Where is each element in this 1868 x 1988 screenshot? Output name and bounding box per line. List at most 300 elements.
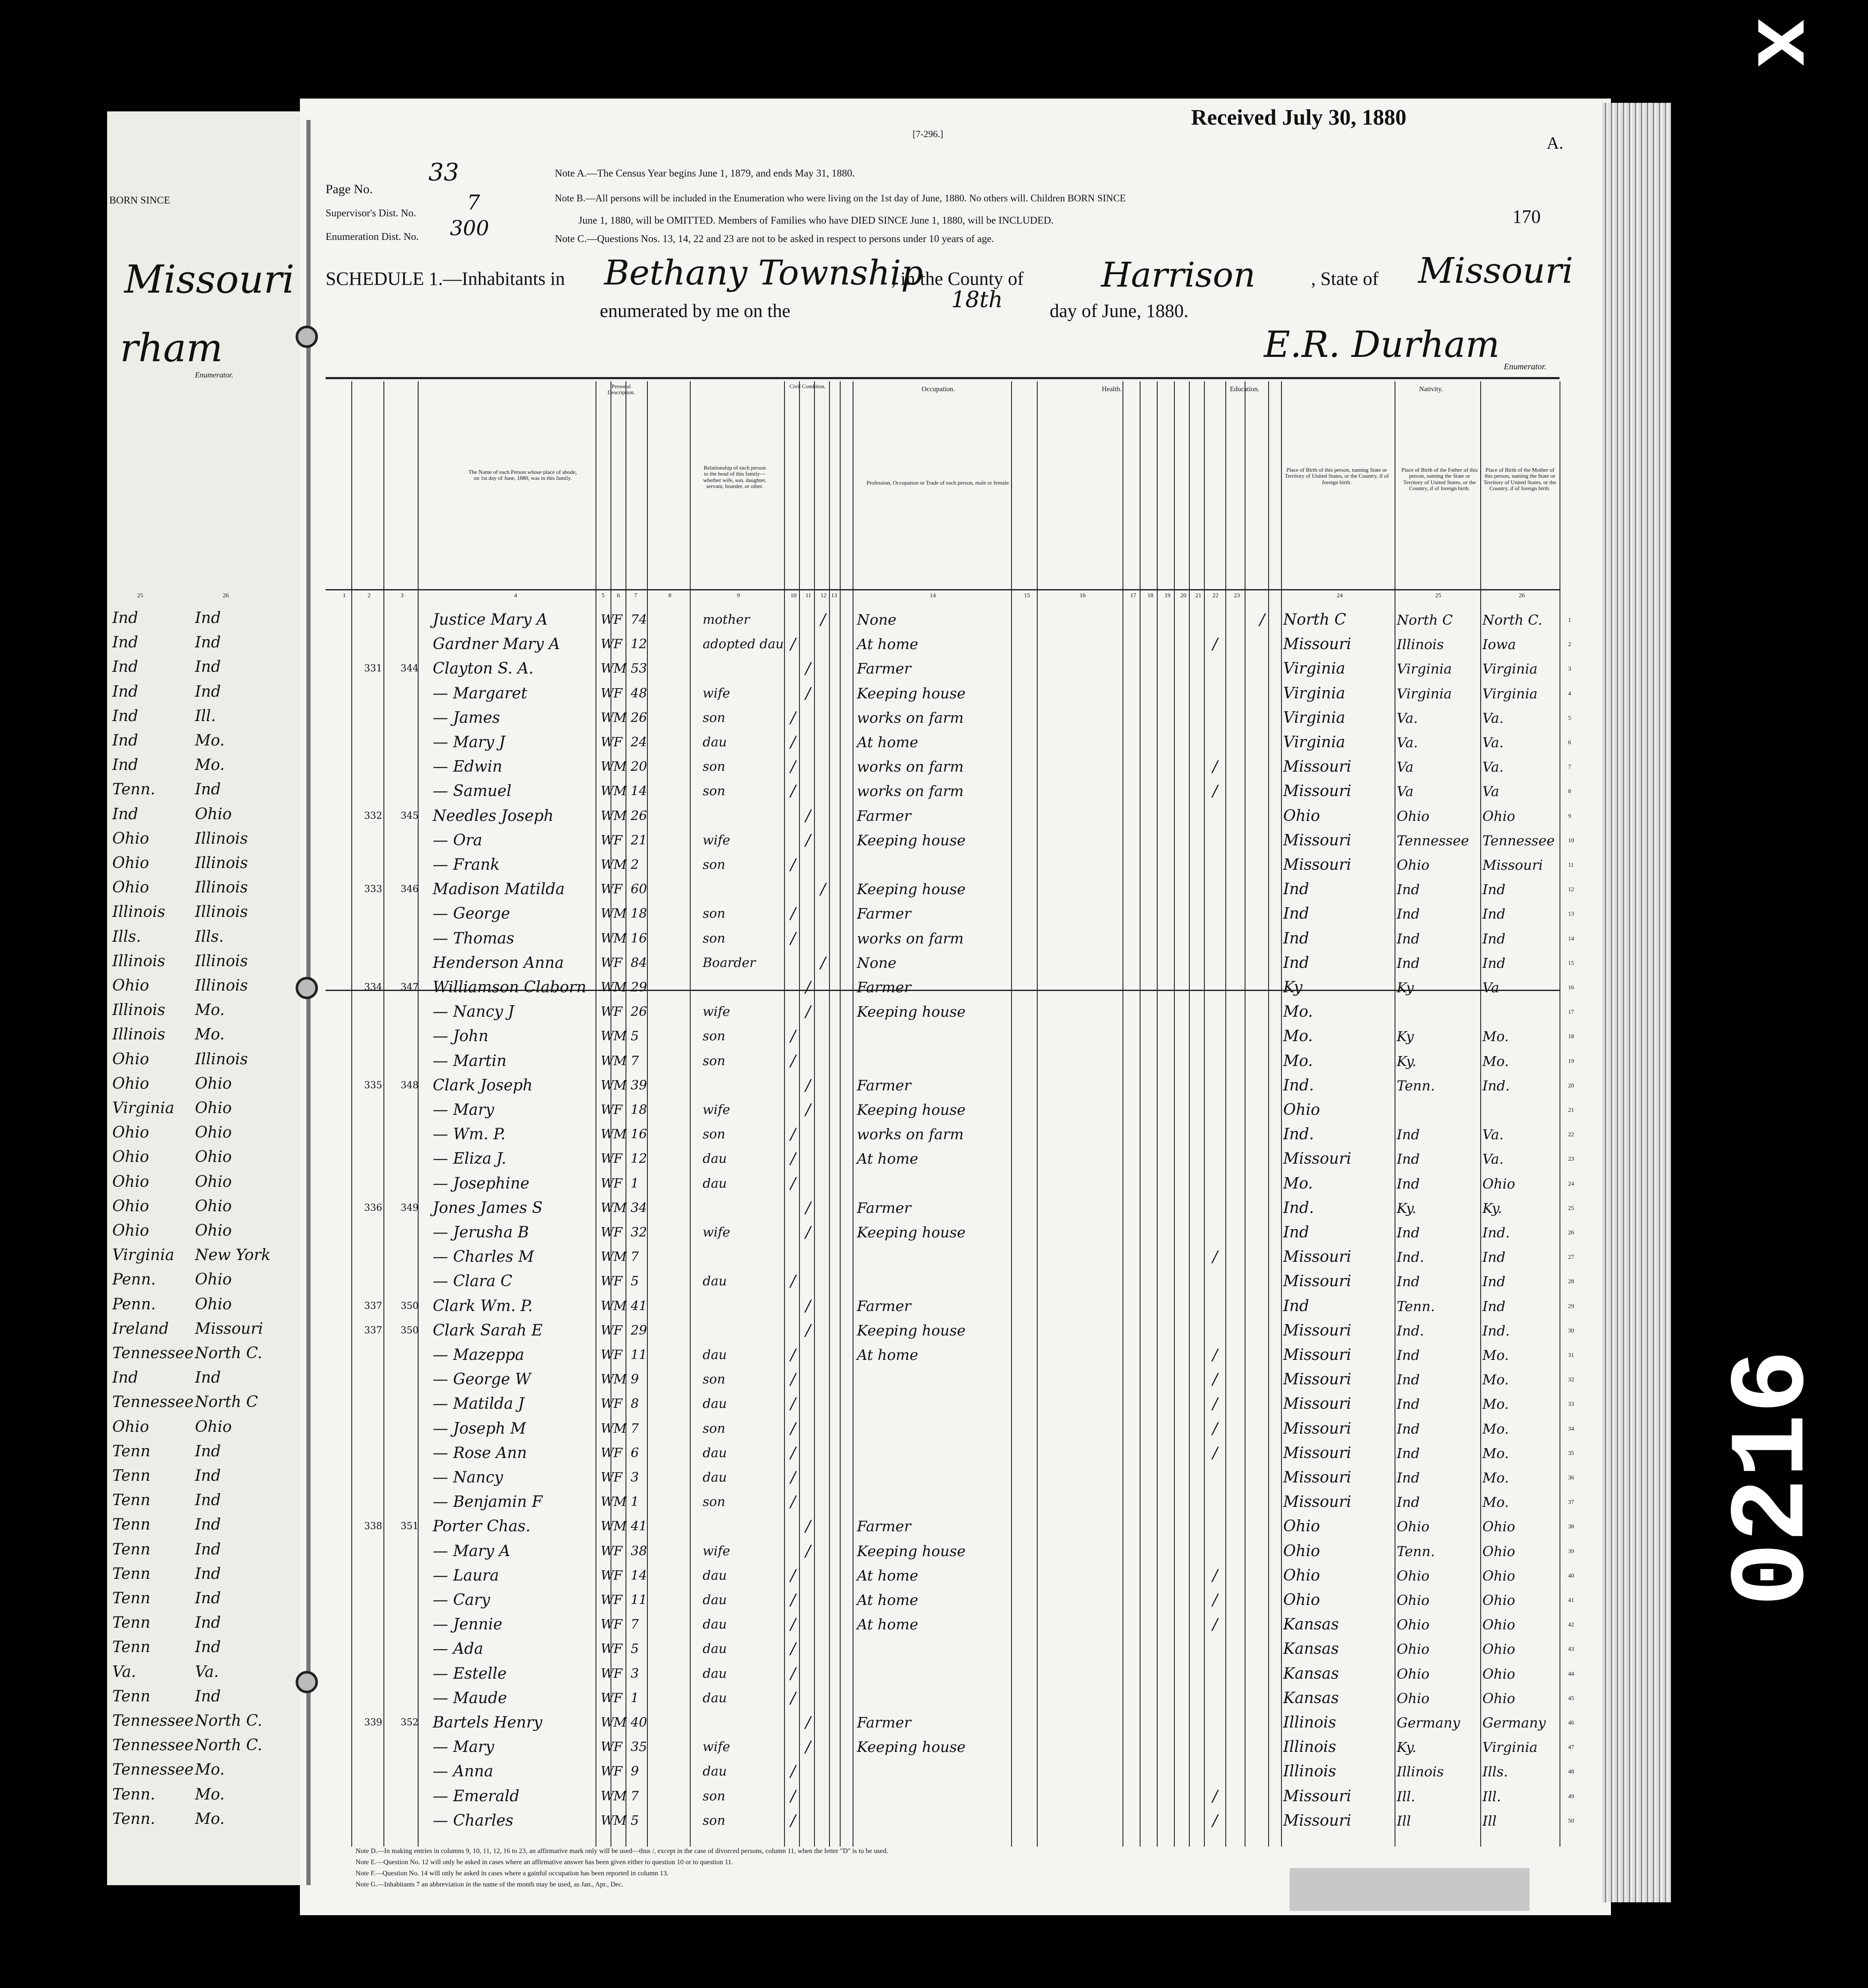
- cell-rel: dau: [703, 1593, 727, 1608]
- cell-rel: dau: [703, 1445, 727, 1461]
- cell-l26: Ind: [195, 1369, 221, 1387]
- supervisor-value: 7: [467, 191, 480, 215]
- cell-l25: Ohio: [112, 1418, 149, 1436]
- cell-rel: dau: [703, 1347, 727, 1362]
- cell-birth: Illinois: [1283, 1714, 1336, 1731]
- cell-name: — Martin: [433, 1052, 507, 1070]
- cell-sex: F: [614, 686, 623, 701]
- cell-father: Ind: [1397, 955, 1420, 971]
- cell-single: /: [790, 929, 796, 947]
- cell-occ: None: [857, 611, 897, 629]
- cell-mother: Mo.: [1482, 1420, 1509, 1437]
- cell-rel: wife: [703, 686, 730, 701]
- cell-sex: M: [614, 1519, 627, 1534]
- line-number: 25: [1568, 1205, 1574, 1212]
- cell-age: 8: [631, 1396, 639, 1412]
- cell-race: W: [601, 906, 614, 922]
- cell-father: Ind.: [1397, 1322, 1424, 1339]
- enum-dist-label: Enumeration Dist. No.: [326, 231, 419, 243]
- cell-father: Va.: [1397, 734, 1418, 751]
- cell-name: — Jennie: [433, 1616, 503, 1634]
- column-rule: [840, 381, 841, 1847]
- cell-l26: Ind: [195, 1467, 221, 1485]
- cell-rel: son: [703, 1372, 725, 1387]
- cell-age: 7: [631, 1788, 639, 1804]
- cell-name: Gardner Mary A: [433, 635, 560, 653]
- cell-single: /: [790, 1419, 796, 1437]
- cell-race: W: [601, 1421, 614, 1436]
- line-number: 36: [1568, 1475, 1574, 1481]
- column-rule: [1140, 381, 1141, 1847]
- page-edges: [1602, 103, 1671, 1902]
- cell-l26: Ind: [195, 658, 221, 676]
- cell-l25: Ind: [112, 1369, 138, 1387]
- cell-age: 16: [631, 1127, 647, 1142]
- cell-mother: Ind.: [1482, 1322, 1510, 1339]
- cell-l25: Ohio: [112, 879, 149, 897]
- line-number: 9: [1568, 813, 1571, 820]
- cell-married: /: [805, 1003, 811, 1021]
- column-number: 3: [401, 593, 404, 599]
- cell-l25: Tennessee: [112, 1344, 194, 1362]
- cell-mother: Ind.: [1482, 1077, 1510, 1094]
- cell-sex: F: [614, 1690, 623, 1706]
- cell-l26: Mo.: [195, 1810, 225, 1828]
- cell-occ: works on farm: [857, 783, 964, 800]
- binding-ring: [296, 326, 318, 348]
- cell-rel: dau: [703, 1470, 727, 1485]
- cell-name: — George W: [433, 1371, 531, 1389]
- cell-birth: Missouri: [1283, 1346, 1351, 1364]
- cell-married: /: [805, 1714, 811, 1731]
- cell-l25: Tenn: [112, 1516, 150, 1534]
- line-number: 26: [1568, 1230, 1574, 1236]
- cell-l26: Ind: [195, 781, 221, 799]
- cell-mother: Ill.: [1482, 1788, 1501, 1805]
- cell-age: 20: [631, 759, 647, 775]
- cell-father: North C: [1397, 612, 1453, 628]
- cell-l26: Ind: [195, 1442, 221, 1460]
- line-number: 38: [1568, 1524, 1574, 1530]
- cell-age: 14: [631, 1568, 647, 1583]
- line-number: 30: [1568, 1327, 1574, 1334]
- column-rule: [1189, 381, 1190, 1847]
- cell-l25: Ohio: [112, 1050, 149, 1068]
- cell-name: — Emerald: [433, 1787, 520, 1805]
- cell-father: Va: [1397, 783, 1414, 800]
- cell-l25: Ind: [112, 609, 138, 627]
- cell-birth: Ind: [1283, 1224, 1309, 1241]
- cell-school: /: [1212, 1591, 1218, 1609]
- cell-race: W: [601, 1813, 614, 1828]
- cell-l26: Ohio: [195, 1222, 232, 1240]
- cell-fam: 350: [401, 1325, 419, 1336]
- cell-l25: Ohio: [112, 1148, 149, 1166]
- cell-sex: M: [614, 710, 627, 725]
- cell-race: W: [601, 1593, 614, 1608]
- cell-occ: Farmer: [857, 905, 911, 923]
- cell-occ: works on farm: [857, 1126, 964, 1144]
- cell-father: Ohio: [1397, 1567, 1430, 1584]
- cell-birth: Virginia: [1283, 734, 1345, 751]
- cell-rel: dau: [703, 1666, 727, 1681]
- cell-mother: Ind: [1482, 1249, 1506, 1266]
- cell-race: W: [601, 637, 614, 652]
- cell-sex: F: [614, 1617, 623, 1632]
- note-a: Note A.—The Census Year begins June 1, 1879, and ends May 31, 1880.: [555, 168, 855, 179]
- cell-name: — Frank: [433, 856, 500, 874]
- cell-birth: Missouri: [1283, 831, 1351, 849]
- header-civil: Civil Condition.: [789, 383, 826, 389]
- column-number: 16: [1080, 593, 1086, 599]
- cell-dw: 331: [364, 663, 382, 674]
- line-number: 4: [1568, 690, 1571, 697]
- cell-l25: Penn.: [112, 1295, 156, 1313]
- column-number: 7: [634, 593, 637, 599]
- cell-sex: F: [614, 612, 623, 627]
- schedule-title: SCHEDULE 1.—Inhabitants in: [326, 268, 565, 289]
- cell-race: W: [601, 1053, 614, 1069]
- cell-father: Ohio: [1397, 857, 1430, 873]
- cell-l25: Ohio: [112, 1075, 149, 1093]
- cell-name: Madison Matilda: [433, 880, 565, 898]
- cell-l26: Ind: [195, 1540, 221, 1558]
- cell-age: 1: [631, 1494, 639, 1510]
- cell-occ: At home: [857, 636, 919, 653]
- column-number: 25: [1435, 593, 1441, 599]
- cell-fam: 349: [401, 1202, 419, 1213]
- cell-l25: Tenn: [112, 1687, 150, 1705]
- cell-mother: Ohio: [1482, 1641, 1515, 1658]
- cell-school: /: [1212, 1811, 1218, 1829]
- cell-father: Ind: [1397, 1445, 1420, 1461]
- cell-race: W: [601, 735, 614, 750]
- county-label: , in the County of: [891, 268, 1024, 289]
- cell-rel: son: [703, 1788, 725, 1804]
- cell-l25: Tenn: [112, 1442, 150, 1460]
- cell-l26: Illinois: [195, 903, 248, 921]
- cell-occ: At home: [857, 1150, 919, 1168]
- cell-father: Tenn.: [1397, 1077, 1435, 1094]
- cell-school: /: [1212, 1371, 1218, 1389]
- column-number: 18: [1147, 593, 1153, 599]
- cell-l26: Illinois: [195, 854, 248, 872]
- cell-l26: Illinois: [195, 952, 248, 970]
- cell-mother: Mo.: [1482, 1494, 1509, 1511]
- cell-birth: Kansas: [1283, 1640, 1339, 1658]
- cell-mother: Mo.: [1482, 1371, 1509, 1388]
- cell-name: — Mary: [433, 1738, 494, 1756]
- cell-rel: wife: [703, 1543, 730, 1559]
- cell-birth: Missouri: [1283, 1371, 1351, 1389]
- cell-school: /: [1212, 1616, 1218, 1634]
- line-number: 24: [1568, 1180, 1574, 1187]
- left-enumerator-label: Enumerator.: [195, 371, 234, 379]
- cell-age: 34: [631, 1200, 647, 1216]
- cell-l25: Tennessee: [112, 1393, 194, 1411]
- cell-married: /: [805, 1076, 811, 1094]
- cell-age: 12: [631, 637, 647, 652]
- cell-l26: Illinois: [195, 829, 248, 847]
- column-rule: [1204, 381, 1205, 1847]
- cell-fam: 351: [401, 1521, 419, 1532]
- cell-sex: F: [614, 1568, 623, 1583]
- cell-married: /: [805, 1518, 811, 1536]
- line-number: 12: [1568, 886, 1574, 893]
- cell-mother: Ind.: [1482, 1225, 1510, 1241]
- day: 18th: [951, 287, 1003, 313]
- cell-rel: son: [703, 1813, 725, 1828]
- cell-l25: Ind: [112, 707, 138, 725]
- cell-fam: 348: [401, 1080, 419, 1091]
- cell-sex: F: [614, 735, 623, 750]
- cell-mother: Germany: [1482, 1715, 1546, 1731]
- footer-note-g: Note G.—Inhabitants 7 an abbreviation in the name of the month may be used, as Jan., Apr., Dec.: [356, 1881, 623, 1888]
- cell-birth: Kansas: [1283, 1665, 1339, 1683]
- cell-race: W: [601, 1249, 614, 1265]
- cell-l26: North C.: [195, 1712, 263, 1730]
- cell-birth: Virginia: [1283, 660, 1345, 678]
- column-number: 4: [514, 593, 517, 599]
- cell-occ: Keeping house: [857, 685, 966, 702]
- line-number: 21: [1568, 1107, 1574, 1114]
- cell-father: Ind: [1397, 1273, 1420, 1290]
- cell-fam: 344: [401, 663, 419, 674]
- cell-age: 3: [631, 1470, 639, 1485]
- cell-l25: Ohio: [112, 1197, 149, 1215]
- column-number: 6: [617, 593, 620, 599]
- cell-birth: Kansas: [1283, 1616, 1339, 1634]
- cell-sex: M: [614, 1200, 627, 1216]
- cell-sex: F: [614, 1396, 623, 1412]
- cell-sex: F: [614, 955, 623, 970]
- cell-name: Clark Joseph: [433, 1076, 533, 1094]
- header-health: Health.: [1102, 386, 1122, 393]
- header-occupation: Occupation.: [922, 386, 955, 393]
- cell-age: 41: [631, 1298, 647, 1314]
- cell-birth: Mo.: [1283, 1027, 1313, 1045]
- cell-birth: Ohio: [1283, 1542, 1320, 1560]
- line-number: 5: [1568, 715, 1571, 722]
- cell-rel: adopted dau: [703, 637, 784, 652]
- cell-age: 3: [631, 1666, 639, 1681]
- cell-mother: Ind: [1482, 1273, 1506, 1290]
- cell-age: 7: [631, 1421, 639, 1436]
- cell-father: Ohio: [1397, 1592, 1430, 1608]
- cell-father: Tenn.: [1397, 1543, 1435, 1560]
- state: Missouri: [1418, 251, 1573, 291]
- column-rule: [1268, 381, 1269, 1847]
- column-rule: [799, 381, 800, 1847]
- line-number: 19: [1568, 1058, 1574, 1065]
- line-number: 50: [1568, 1817, 1574, 1824]
- cell-married: /: [805, 660, 811, 678]
- cell-occ: Farmer: [857, 1077, 911, 1094]
- cell-race: W: [601, 1372, 614, 1387]
- cell-race: W: [601, 1396, 614, 1412]
- cell-mother: Mo.: [1482, 1470, 1509, 1486]
- cell-age: 5: [631, 1274, 639, 1289]
- cell-name: — Clara C: [433, 1272, 512, 1290]
- cell-father: Ohio: [1397, 808, 1430, 824]
- cell-age: 7: [631, 1617, 639, 1632]
- cell-birth: Virginia: [1283, 684, 1345, 702]
- cell-single: /: [790, 1566, 796, 1584]
- cell-sex: M: [614, 1715, 627, 1730]
- column-number: 11: [805, 593, 811, 599]
- cell-school: /: [1212, 1787, 1218, 1805]
- cell-l25: Tenn.: [112, 1785, 156, 1803]
- cell-l26: New York: [195, 1246, 271, 1264]
- cell-single: /: [790, 1150, 796, 1168]
- cell-name: — Anna: [433, 1763, 494, 1781]
- cell-sex: F: [614, 1225, 623, 1240]
- line-number: 48: [1568, 1769, 1574, 1775]
- cell-mother: Virginia: [1482, 661, 1538, 677]
- cell-race: W: [601, 1298, 614, 1314]
- cell-single: /: [790, 1272, 796, 1290]
- cell-married: /: [805, 807, 811, 825]
- cell-l26: Ind: [195, 1491, 221, 1509]
- cell-school: /: [1212, 758, 1218, 776]
- cell-school: /: [1212, 1248, 1218, 1266]
- cell-l26: Ind: [195, 1516, 221, 1534]
- cell-name: — Mary: [433, 1101, 494, 1119]
- line-number: 11: [1568, 862, 1574, 868]
- cell-l26: Mo.: [195, 1761, 225, 1779]
- cell-race: W: [601, 882, 614, 897]
- cell-l25: Ohio: [112, 854, 149, 872]
- cell-birth: Missouri: [1283, 635, 1351, 653]
- cell-rel: son: [703, 1029, 725, 1044]
- column-rule: [1011, 381, 1012, 1847]
- cell-mother: Mo.: [1482, 1445, 1509, 1461]
- cell-sex: F: [614, 882, 623, 897]
- cell-name: — James: [433, 709, 500, 727]
- column-rule: [351, 381, 352, 1847]
- cell-age: 29: [631, 980, 647, 995]
- cell-sex: M: [614, 1421, 627, 1436]
- cell-name: Clayton S. A.: [433, 660, 534, 678]
- cell-race: W: [601, 759, 614, 775]
- cell-l26: Illinois: [195, 879, 248, 897]
- cell-age: 21: [631, 832, 647, 848]
- cell-l25: Tenn: [112, 1614, 150, 1632]
- cell-married: /: [805, 1224, 811, 1241]
- line-number: 45: [1568, 1695, 1574, 1702]
- cell-dw: 335: [364, 1080, 382, 1091]
- cell-age: 53: [631, 661, 647, 677]
- cell-single: /: [790, 1444, 796, 1462]
- cell-age: 38: [631, 1543, 647, 1559]
- cell-race: W: [601, 1151, 614, 1167]
- cell-occ: At home: [857, 734, 919, 751]
- cell-sex: F: [614, 1740, 623, 1755]
- column-rule: [1480, 381, 1481, 1847]
- cell-l25: Illinois: [112, 903, 165, 921]
- cell-rel: son: [703, 906, 725, 922]
- cell-occ: works on farm: [857, 709, 964, 727]
- cell-race: W: [601, 1004, 614, 1020]
- line-number: 13: [1568, 911, 1574, 918]
- column-rule: [690, 381, 691, 1847]
- cell-rel: wife: [703, 1004, 730, 1020]
- enumerator-label: Enumerator.: [1504, 362, 1547, 371]
- cell-married: /: [805, 684, 811, 702]
- cell-age: 1: [631, 1690, 639, 1706]
- line-number: 17: [1568, 1009, 1574, 1016]
- cell-birth: Ohio: [1283, 1518, 1320, 1536]
- note-b-cont: June 1, 1880, will be OMITTED. Members of Families who have DIED SINCE June 1, 1880, will be INCLUDED.: [578, 215, 1054, 226]
- cell-name: — Cary: [433, 1591, 490, 1609]
- cell-race: W: [601, 1323, 614, 1338]
- cell-rel: son: [703, 857, 725, 872]
- cell-l25: Illinois: [112, 1026, 165, 1044]
- cell-race: W: [601, 1519, 614, 1534]
- cell-l25: Tenn: [112, 1565, 150, 1583]
- table-top-rule: [326, 377, 1560, 379]
- column-number: 2: [368, 593, 371, 599]
- cell-mother: Va: [1482, 783, 1500, 800]
- footer-note-e: Note E.—Question No. 12 will only be asked in cases where an affirmative answer has been given either to question 10 or to question 11.: [356, 1859, 733, 1866]
- cell-father: Ind: [1397, 1494, 1420, 1511]
- page-no-label: Page No.: [326, 182, 373, 196]
- cell-race: W: [601, 1200, 614, 1216]
- cell-married: /: [805, 1321, 811, 1339]
- cell-rel: dau: [703, 1764, 727, 1779]
- cell-birth: Ohio: [1283, 1591, 1320, 1609]
- cell-name: — Estelle: [433, 1665, 507, 1683]
- cell-occ: works on farm: [857, 758, 964, 776]
- cell-birth: Kansas: [1283, 1689, 1339, 1707]
- column-rule: [1281, 381, 1282, 1847]
- cell-mother: Ohio: [1482, 1567, 1515, 1584]
- cell-rel: son: [703, 1053, 725, 1069]
- cell-married: /: [805, 1542, 811, 1560]
- cell-age: 40: [631, 1715, 647, 1730]
- cell-birth: Missouri: [1283, 1787, 1351, 1805]
- cell-single: /: [790, 1763, 796, 1781]
- cell-dw: 337: [364, 1325, 382, 1336]
- cell-school: /: [1212, 635, 1218, 653]
- cell-sex: M: [614, 1127, 627, 1142]
- left-col26: 26: [223, 593, 229, 599]
- cell-single: /: [790, 1395, 796, 1413]
- cell-name: — Eliza J.: [433, 1150, 506, 1168]
- cell-mother: Ind: [1482, 930, 1506, 947]
- cell-birth: Missouri: [1283, 1811, 1351, 1829]
- cell-name: Bartels Henry: [433, 1714, 542, 1731]
- cell-father: Ind: [1397, 1225, 1420, 1241]
- cell-occ: Keeping house: [857, 881, 966, 898]
- cell-name: — Nancy J: [433, 1003, 514, 1021]
- cell-race: W: [601, 931, 614, 946]
- cell-single: /: [790, 1591, 796, 1609]
- cell-l25: Ind: [112, 732, 138, 749]
- cell-l25: Tenn: [112, 1491, 150, 1509]
- column-rule: [1174, 381, 1175, 1847]
- cell-mother: Va.: [1482, 734, 1504, 751]
- cell-age: 26: [631, 710, 647, 725]
- cell-rel: wife: [703, 1225, 730, 1240]
- cell-l25: Ind: [112, 658, 138, 676]
- cell-mother: Mo.: [1482, 1053, 1509, 1069]
- line-number: 40: [1568, 1572, 1574, 1579]
- cell-age: 11: [631, 1593, 647, 1608]
- line-number: 27: [1568, 1254, 1574, 1261]
- cell-race: W: [601, 1690, 614, 1706]
- cell-sex: F: [614, 1151, 623, 1167]
